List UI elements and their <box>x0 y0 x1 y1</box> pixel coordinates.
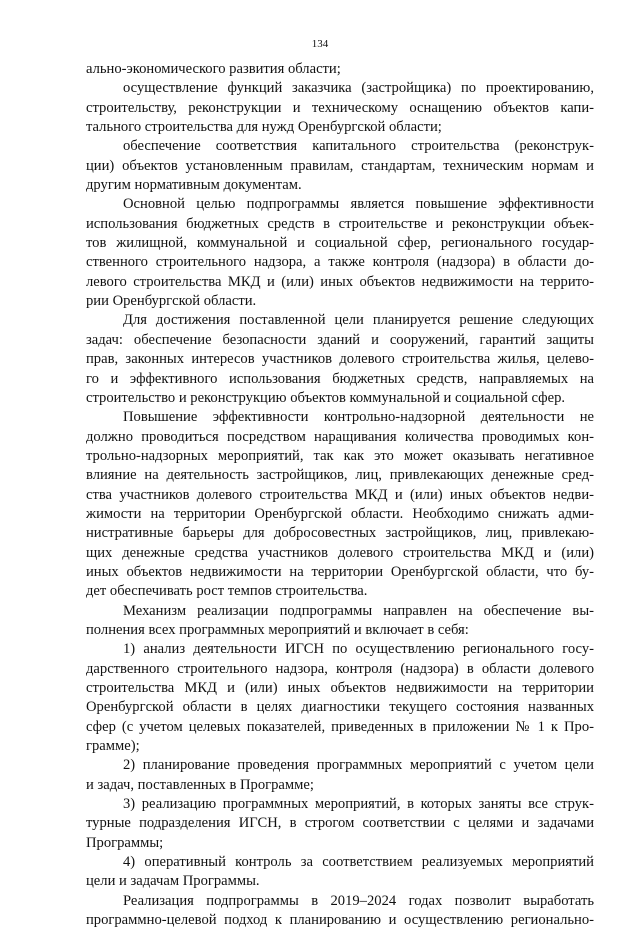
text-line: обеспечение соответствия капитального строительства (реконструк- <box>123 138 594 155</box>
text-line: должно проводиться посредством наращивания количества проводимых кон- <box>86 428 594 445</box>
text-line: Для достижения поставленной цели планируется решение следующих <box>123 312 594 329</box>
text-line: ства участников долевого строительства МКД и (или) иных объектов недви- <box>86 486 594 503</box>
text-line: грамме); <box>86 738 140 755</box>
text-line: Механизм реализации подпрограммы направлен на обеспечение вы- <box>123 602 594 619</box>
text-line: сфер (с учетом целевых показателей, приведенных в приложении № 1 к Про- <box>86 718 594 735</box>
text-line: цели и задачам Программы. <box>86 873 260 890</box>
text-line: 1) анализ деятельности ИГСН по осуществлению регионального госу- <box>123 641 594 658</box>
text-line: Программы; <box>86 834 164 851</box>
text-line: турные подразделения ИГСН, в строгом соответствии с целями и задачами <box>86 815 594 832</box>
text-line: 2) планирование проведения программных мероприятий с учетом цели <box>123 757 594 774</box>
text-line: иных объектов недвижимости на территории Оренбургской области, что бу- <box>86 563 594 580</box>
text-line: ально-экономического развития области; <box>86 61 341 77</box>
text-line: влияние на деятельность застройщиков, лиц, привлекающих денежные сред- <box>86 467 594 484</box>
text-line: ственного строительного надзора, а также контроля (надзора) в области до- <box>86 254 594 271</box>
text-line: рии Оренбургской области. <box>86 293 257 310</box>
text-line: тов жилищной, коммунальной и социальной сфер, регионального государ- <box>86 235 594 252</box>
text-line: щих денежные средства участников долевого строительства МКД и (или) <box>86 544 594 561</box>
text-line: прав, законных интересов участников долевого строительства жилья, целево- <box>86 351 594 368</box>
text-line: нистративные барьеры для добросовестных застройщиков, лиц, привлекаю- <box>86 525 594 542</box>
text-line: Основной целью подпрограммы является повышение эффективности <box>123 196 594 213</box>
text-line: другим нормативным документам. <box>86 177 302 194</box>
text-line: го и эффективного использования бюджетных средств, направляемых на <box>86 370 594 387</box>
text-line: жимости на территории Оренбургской области. Необходимо снижать адми- <box>86 505 594 522</box>
text-line: использования бюджетных средств в строительстве и реконструкции объек- <box>86 215 594 232</box>
text-line: и задач, поставленных в Программе; <box>86 776 314 793</box>
text-line: строительству, реконструкции и техническому оснащению объектов капи- <box>86 99 594 116</box>
text-line: трольно-надзорных мероприятий, так как это может оказывать негативное <box>86 447 594 464</box>
text-line: Оренбургской области в целях диагностики текущего состояния названных <box>86 699 594 716</box>
text-line: левого строительства МКД и (или) иных объектов недвижимости на террито- <box>86 273 594 290</box>
text-line: дарственного строительного надзора, контроля (надзора) в области долевого <box>86 660 594 677</box>
text-line: дет обеспечивать рост темпов строительства. <box>86 583 368 600</box>
text-line: Повышение эффективности контрольно-надзорной деятельности не <box>123 409 594 426</box>
text-line: строительства МКД и (или) иных объектов недвижимости на территории <box>86 680 594 696</box>
text-line: осуществление функций заказчика (застройщика) по проектированию, <box>123 80 594 97</box>
text-line: ции) объектов установленным правилам, стандартам, техническим нормам и <box>86 157 594 174</box>
body-text <box>86 60 594 930</box>
text-line: задач: обеспечение безопасности зданий и сооружений, гарантий защиты <box>86 331 594 348</box>
text-line: строительство и реконструкцию объектов коммунальной и социальной сфер. <box>86 389 566 406</box>
text-line: полнения всех программных мероприятий и включает в себя: <box>86 621 469 638</box>
text-line: 3) реализацию программных мероприятий, в которых заняты все струк- <box>123 796 594 813</box>
page-number: 134 <box>311 38 329 50</box>
text-line: Реализация подпрограммы в 2019–2024 годах позволит выработать <box>123 892 594 909</box>
text-line: 4) оперативный контроль за соответствием реализуемых мероприятий <box>123 854 594 871</box>
text-line: тального строительства для нужд Оренбургской области; <box>86 119 442 136</box>
text-line: программно-целевой подход к планированию и осуществлению регионально- <box>86 912 594 929</box>
